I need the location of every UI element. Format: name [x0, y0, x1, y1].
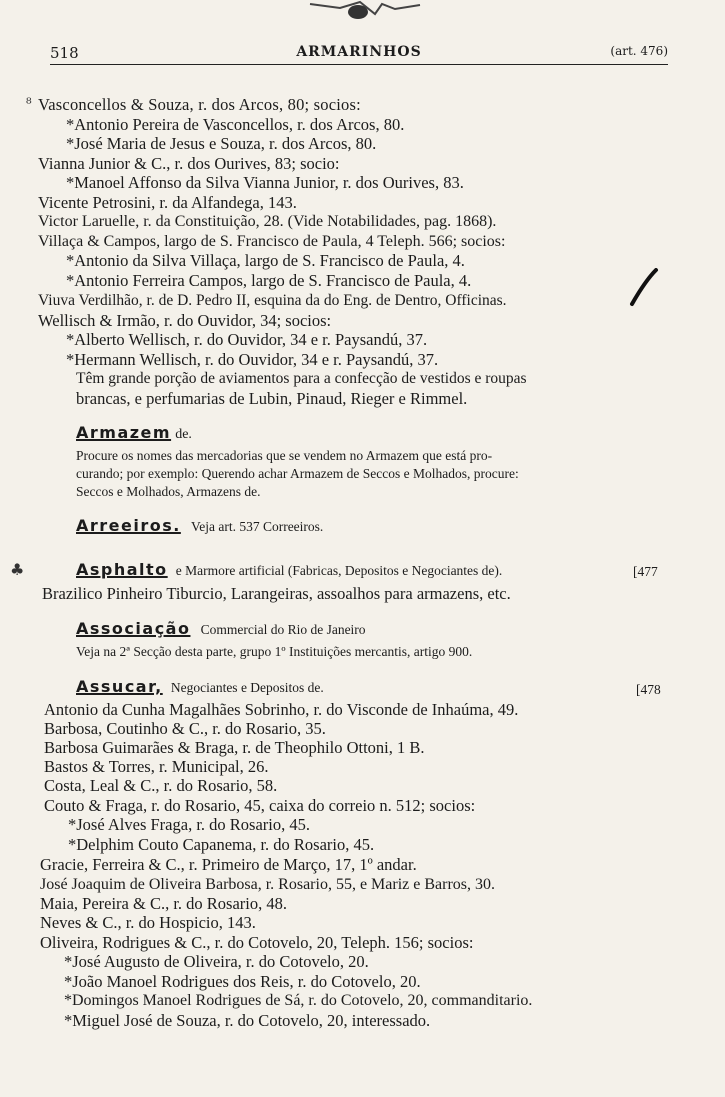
partner-line: *Hermann Wellisch, r. do Ouvidor, 34 e r. Paysandú, 37.	[66, 350, 439, 369]
partner-line: *Miguel José de Souza, r. do Cotovelo, 20, interessado.	[64, 1011, 431, 1030]
section-associacao	[76, 619, 366, 640]
entry-line: Antonio da Cunha Magalhães Sobrinho, r. do Visconde de Inhaúma, 49.	[44, 700, 519, 719]
partner-line: *José Augusto de Oliveira, r. do Cotovelo, 20.	[64, 952, 369, 971]
partner-line: *Antonio da Silva Villaça, largo de S. Francisco de Paula, 4.	[66, 251, 465, 270]
partner-line: *Domingos Manoel Rodrigues de Sá, r. do Cotovelo, 20, commanditario.	[64, 992, 533, 1009]
section-arreeiros	[76, 516, 323, 537]
entry-line: Maia, Pereira & C., r. do Rosario, 48.	[40, 894, 288, 913]
section-text: e Marmore artificial (Fabricas, Depositos e Negociantes de).	[175, 563, 503, 578]
partner-line: *José Alves Fraga, r. do Rosario, 45.	[68, 815, 310, 834]
section-heading: Arreeiros.	[76, 516, 181, 535]
partner-line: *Manoel Affonso da Silva Vianna Junior, r. dos Ourives, 83.	[66, 173, 464, 192]
entry-line: Couto & Fraga, r. do Rosario, 45, caixa do correio n. 512; socios:	[44, 796, 476, 815]
partner-line: *Delphim Couto Capanema, r. do Rosario, 45.	[68, 835, 375, 854]
section-heading: Assucar,	[76, 677, 163, 696]
page-title: ARMARINHOS	[296, 44, 422, 60]
entry-line: Barbosa, Coutinho & C., r. do Rosario, 35.	[44, 719, 326, 738]
page-header	[50, 40, 668, 65]
entry-line: Wellisch & Irmão, r. do Ouvidor, 34; socios:	[38, 311, 332, 330]
section-suffix: de.	[175, 427, 192, 442]
entry-line: José Joaquim de Oliveira Barbosa, r. Rosario, 55, e Mariz e Barros, 30.	[40, 876, 496, 893]
entry-line: Vicente Petrosini, r. da Alfandega, 143.	[38, 193, 297, 212]
entry-line: Oliveira, Rodrigues & C., r. do Cotovelo, 20, Teleph. 156; socios:	[40, 933, 474, 952]
article-reference: (art. 476)	[610, 44, 668, 58]
entry-line: Neves & C., r. do Hospicio, 143.	[40, 913, 256, 932]
section-text: Seccos e Molhados, Armazens de.	[76, 484, 261, 499]
entry-line: Viuva Verdilhão, r. de D. Pedro II, esquina da do Eng. de Dentro, Officinas.	[38, 292, 507, 309]
entry-line: Brazilico Pinheiro Tiburcio, Larangeiras, assoalhos para armazens, etc.	[42, 584, 511, 603]
partner-line: *Antonio Pereira de Vasconcellos, r. dos Arcos, 80.	[66, 115, 405, 134]
section-asphalto	[76, 560, 502, 581]
section-heading: Asphalto	[76, 560, 168, 579]
margin-mark-icon: ⁸	[26, 96, 32, 112]
entry-line: Bastos & Torres, r. Municipal, 26.	[44, 757, 269, 776]
entry-line: Villaça & Campos, largo de S. Francisco de Paula, 4 Teleph. 566; socios:	[38, 233, 506, 250]
entry-line: Vianna Junior & C., r. dos Ourives, 83; socio:	[38, 154, 340, 173]
article-reference: [478	[636, 682, 661, 697]
partner-line: *José Maria de Jesus e Souza, r. dos Arcos, 80.	[66, 134, 377, 153]
entry-line: Barbosa Guimarães & Braga, r. de Theophilo Ottoni, 1 B.	[44, 738, 425, 757]
entry-line: Costa, Leal & C., r. do Rosario, 58.	[44, 776, 278, 795]
section-text: Procure os nomes das mercadorias que se vendem no Armazem que está pro-	[76, 448, 493, 463]
pen-mark-icon	[626, 268, 660, 308]
description-line: brancas, e perfumarias de Lubin, Pinaud, Rieger e Rimmel.	[76, 389, 468, 408]
ink-smudge	[300, 0, 430, 22]
entry-line: Vasconcellos & Souza, r. dos Arcos, 80; socios:	[38, 95, 361, 114]
page-number: 518	[50, 44, 79, 62]
margin-mark-icon: ♣	[10, 560, 25, 579]
section-text: Veja na 2ª Secção desta parte, grupo 1º Instituições mercantis, artigo 900.	[76, 644, 473, 659]
partner-line: *João Manoel Rodrigues dos Reis, r. do Cotovelo, 20.	[64, 972, 421, 991]
section-text: Commercial do Rio de Janeiro	[200, 622, 366, 637]
entry-line: Victor Laruelle, r. da Constituição, 28. (Vide Notabilidades, pag. 1868).	[38, 213, 497, 230]
entry-line: Gracie, Ferreira & C., r. Primeiro de Março, 17, 1º andar.	[40, 855, 417, 874]
section-heading: Associação	[76, 619, 191, 638]
section-heading: Armazem	[76, 423, 172, 442]
section-assucar	[76, 677, 324, 698]
description-line: Têm grande porção de aviamentos para a confecção de vestidos e roupas	[76, 370, 527, 387]
section-text: Negociantes e Depositos de.	[170, 680, 324, 695]
section-text: Veja art. 537 Correeiros.	[190, 519, 324, 534]
article-reference: [477	[633, 564, 658, 579]
section-text: curando; por exemplo: Querendo achar Armazem de Seccos e Molhados, procure:	[76, 466, 519, 481]
partner-line: *Antonio Ferreira Campos, largo de S. Francisco de Paula, 4.	[66, 271, 472, 290]
section-armazem	[76, 423, 192, 445]
partner-line: *Alberto Wellisch, r. do Ouvidor, 34 e r. Paysandú, 37.	[66, 330, 428, 349]
